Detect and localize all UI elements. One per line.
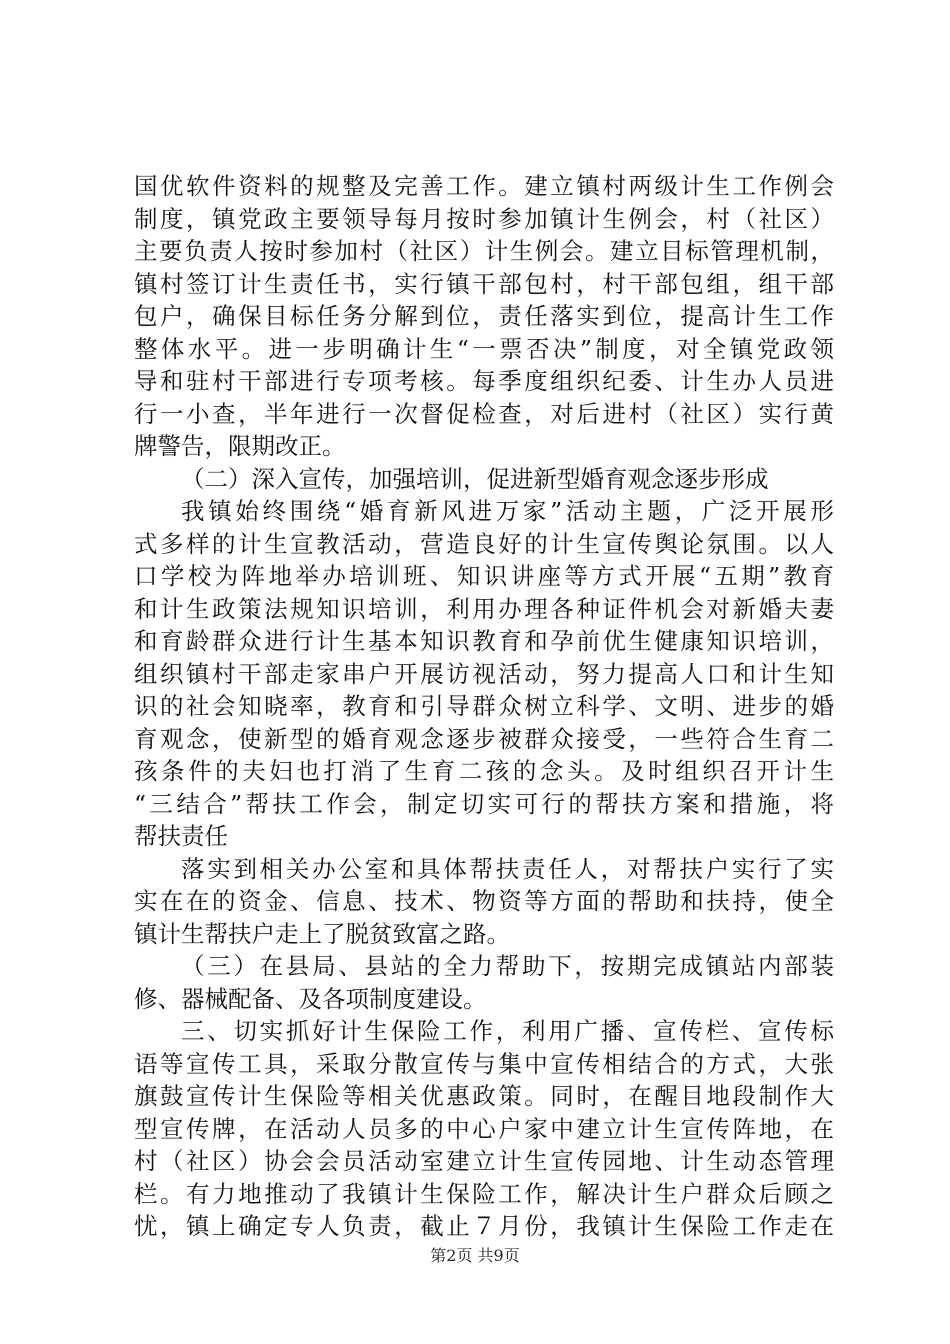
text-line: 我镇始终围绕“婚育新风进万家”活动主题，广泛开展形 [181,497,834,525]
text-line: 忧，镇上确定专人负责，截止７月份，我镇计生保险工作走在 [134,1212,834,1240]
text-line: 落实到相关办公室和具体帮扶责任人，对帮扶户实行了实 [181,854,834,883]
page-number-footer: 第2页 共9页 [430,1246,520,1265]
text-line: 组织镇村干部走家串户开展访视活动，努力提高人口和计生知 [134,659,834,688]
text-line: 旗鼓宣传计生保险等相关优惠政策。同时，在醒目地段制作大 [134,1082,834,1110]
text-line: 主要负责人按时参加村（社区）计生例会。建立目标管理机制， [134,237,834,265]
document-body [134,170,834,1243]
text-line: 包户，确保目标任务分解到位，责任落实到位，提高计生工作 [134,302,834,330]
text-line: 育观念，使新型的婚育观念逐步被群众接受，一些符合生育二 [134,724,834,753]
text-line: “三结合”帮扶工作会，制定切实可行的帮扶方案和措施，将 [134,789,834,818]
text-line: 识的社会知晓率，教育和引导群众树立科学、文明、进步的婚 [134,692,834,720]
section-heading: 三、切实抓好计生保险工作，利用广播、宣传栏、宣传标 [181,1017,834,1045]
text-line: 镇村签订计生责任书，实行镇干部包村，村干部包组，组干部 [134,269,834,298]
text-line: 导和驻村干部进行专项考核。每季度组织纪委、计生办人员进 [134,367,834,395]
text-line: 制度，镇党政主要领导每月按时参加镇计生例会，村（社区） [134,204,834,233]
text-line: 语等宣传工具，采取分散宣传与集中宣传相结合的方式，大张 [134,1049,834,1078]
text-line: 国优软件资料的规整及完善工作。建立镇村两级计生工作例会 [134,172,834,200]
text-line: 帮扶责任 [134,822,228,850]
text-line: 村（社区）协会会员活动室建立计生宣传园地、计生动态管理 [134,1147,834,1175]
text-line: 和计生政策法规知识培训，利用办理各种证件机会对新婚夫妻 [134,594,834,623]
section-heading: （二）深入宣传，加强培训，促进新型婚育观念逐步形成 [181,464,769,493]
text-line: 实在在的资金、信息、技术、物资等方面的帮助和扶持，使全 [134,887,834,915]
text-line: 口学校为阵地举办培训班、知识讲座等方式开展“五期”教育 [134,562,834,590]
text-line: 镇计生帮扶户走上了脱贫致富之路。 [134,919,510,948]
text-line: 牌警告，限期改正。 [134,432,346,460]
text-line: 型宣传牌，在活动人员多的中心户家中建立计生宣传阵地，在 [134,1114,834,1143]
text-line: 和育龄群众进行计生基本知识教育和孕前优生健康知识培训， [134,627,834,655]
text-line: 式多样的计生宣教活动，营造良好的计生宣传舆论氛围。以人 [134,529,834,558]
text-line: 整体水平。进一步明确计生“一票否决”制度，对全镇党政领 [134,334,834,363]
section-heading: （三）在县局、县站的全力帮助下，按期完成镇站内部装 [181,952,834,980]
text-line: 栏。有力地推动了我镇计生保险工作，解决计生户群众后顾之 [134,1179,834,1208]
text-line: 行一小查，半年进行一次督促检查，对后进村（社区）实行黄 [134,399,834,428]
text-line: 修、器械配备、及各项制度建设。 [134,984,487,1013]
text-line: 孩条件的夫妇也打消了生育二孩的念头。及时组织召开计生 [134,757,834,785]
